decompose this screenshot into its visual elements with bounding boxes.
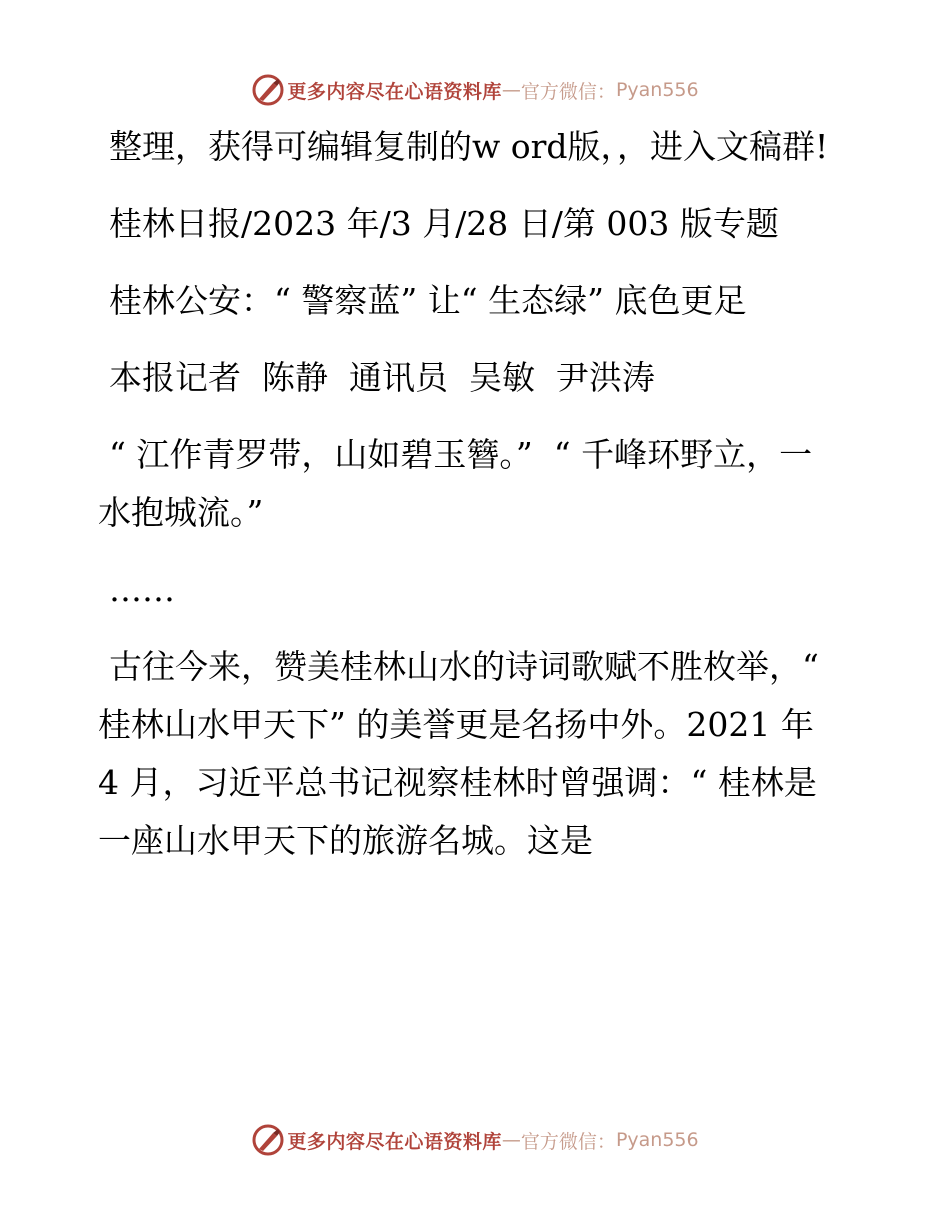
- paragraph-poem-quote: “ 江作青罗带，山如碧玉簪。” “ 千峰环野立，一水抱城流。”: [98, 435, 813, 532]
- watermark-wechat-label: 官方微信：: [520, 1130, 616, 1153]
- watermark-wechat-id: Pyan556: [615, 1129, 699, 1151]
- paragraph-source: 桂林日报/2023 年/3 月/28 日/第 003 版专题: [109, 204, 779, 243]
- paragraph-byline: 本报记者 陈静 通讯员 吴敏 尹洪涛: [109, 358, 655, 397]
- paragraph-body: 古往今来，赞美桂林山水的诗词歌赋不胜枚举，“ 桂林山水甲天下” 的美誉更是名扬中外。2021 年 4 月，习近平总书记视察桂林时曾强调：“ 桂林是一座山水甲天下的旅游名城。这是: [98, 647, 830, 860]
- watermark-wechat-label: 官方微信：: [520, 80, 616, 103]
- paragraph-intro: 整理，获得可编辑复制的w ord版，，进入文稿群!: [109, 127, 829, 166]
- watermark-main-text: 更多内容尽在心语资料库: [287, 1130, 502, 1153]
- paragraph-ellipsis: ……: [109, 570, 175, 609]
- document-body: [98, 118, 838, 887]
- pen-logo-icon: [251, 1123, 285, 1157]
- header-watermark: [0, 70, 950, 110]
- watermark-dash: —: [501, 1129, 521, 1151]
- paragraph-headline: 桂林公安：“ 警察蓝” 让“ 生态绿” 底色更足: [109, 281, 747, 320]
- watermark-main-text: 更多内容尽在心语资料库: [287, 80, 502, 103]
- watermark-wechat-id: Pyan556: [615, 79, 699, 101]
- footer-watermark: [0, 1120, 950, 1160]
- watermark-dash: —: [501, 79, 521, 101]
- pen-logo-icon: [251, 73, 285, 107]
